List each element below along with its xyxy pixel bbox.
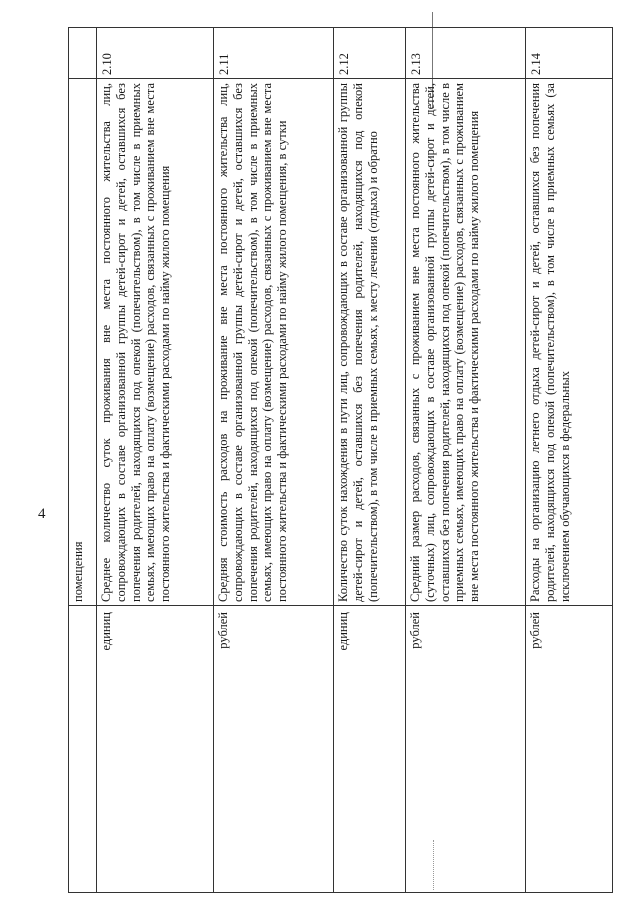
row-number-cell [69,28,96,79]
row-number: 2.10 [100,53,114,75]
row-description: Расходы на организацию летнего отдыха детей-сирот и детей, оставшихся без попечения родителей, находящихся под опекой (попечительством), в том числе в приемных семьях (за исключением обучающихся в федеральных [528,83,572,602]
table-row [97,28,214,892]
unit-cell [334,606,405,894]
row-number: 2.13 [409,53,423,75]
row-description: Средний размер расходов, связанных с проживанием вне места постоянного жительства (суточных) лиц, сопровождающих в составе организованной группы детей-сирот и детей, оставшихся без попечения родителей, находящихся под опекой (попечительством), в том числе в приемных семьях, имеющих право на оплату (возмещение) расходов, связанных с проживанием вне места постоянного жительства и фактическими расходами по найму жилого помещения [408,83,481,602]
row-unit: рублей [408,612,422,649]
unit-cell [214,606,333,894]
description-cell [97,79,213,606]
table-row [406,28,526,892]
row-description: помещения [71,541,85,602]
row-description: Среднее количество суток проживания вне места постоянного жительства лиц, сопровождающих в составе организованной группы детей-сирот и детей, оставшихся без попечения родителей, находящихся под опекой (попечительством), в том числе в приемных семьях, имеющих право на оплату (возмещение) расходов, связанных с проживанием вне места постоянного жительства и фактическими расходами по найму жилого помещения [99,83,172,602]
page-number: 4 [38,506,46,522]
table-row [334,28,406,892]
unit-cell [526,606,612,894]
row-number-cell [214,28,333,79]
table-row [526,28,612,892]
row-unit [69,606,73,894]
row-number-cell [334,28,405,79]
row-unit: единиц [99,612,113,651]
unit-cell [406,606,525,894]
row-number: 2.14 [529,53,543,75]
unit-cell [97,606,213,894]
row-unit: единиц [336,612,350,651]
description-cell [69,79,96,606]
description-cell [526,79,612,606]
row-number-cell [526,28,612,79]
description-cell [214,79,333,606]
row-description: Средняя стоимость расходов на проживание вне места постоянного жительства лиц, сопровождающих в составе организованной группы детей-сирот и детей, оставшихся без попечения родителей, находящихся под опекой (попечительством), в том числе в приемных семьях, имеющих право на оплату (возмещение) расходов, связанных с проживанием вне места постоянного жительства и фактическими расходами по найму жилого помещения, в сутки [216,83,289,602]
row-description: Количество суток нахождения в пути лиц, сопровождающих в составе организованной группы детей-сирот и детей, оставшихся без попечения родителей, находящихся под опекой (попечительством), в том числе в приемных семьях, к месту лечения (отдыха) и обратно [336,83,380,602]
indicator-table [68,27,613,893]
row-unit: рублей [216,612,230,649]
description-cell [406,79,525,606]
unit-cell [69,606,96,894]
table-row [214,28,334,892]
table-row [69,28,97,892]
description-cell [334,79,405,606]
row-number [69,28,75,79]
row-number-cell [97,28,213,79]
row-number: 2.12 [337,53,351,75]
row-unit: рублей [528,612,542,649]
row-number-cell [406,28,525,79]
row-number: 2.11 [217,53,231,75]
